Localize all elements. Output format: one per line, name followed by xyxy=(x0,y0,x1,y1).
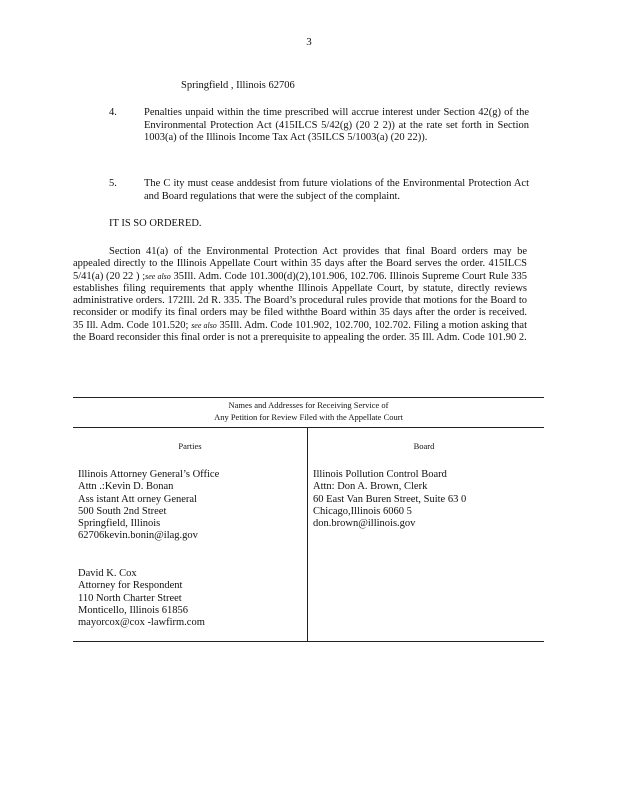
table-header-rule xyxy=(73,427,544,428)
party-block-respondent: David K. Cox Attorney for Respondent 110 North Charter Street Monticello, Illinois 61856 mayorcox@cox -lawfirm.com xyxy=(78,568,205,629)
see-also-2: see also xyxy=(191,320,217,330)
table-header-line-2: Any Petition for Review Filed with the Appellate Court xyxy=(214,411,403,422)
table-bottom-rule xyxy=(73,641,544,642)
item-number: 4. xyxy=(109,107,117,118)
paragraph-part-3: 35Ill. Adm. Code 101.902, 102.700, 102.702. Filing a motion asking that the Board reconsider this final order is not a prerequisite to appealing the order. 35 Ill. Adm. Code 101.90 2. xyxy=(73,319,528,344)
table-column-divider xyxy=(307,427,308,641)
board-heading: Board xyxy=(413,441,435,451)
so-ordered: IT IS SO ORDERED. xyxy=(109,218,202,229)
table-top-rule xyxy=(73,397,544,398)
item-text: Penalties unpaid within the time prescribed will accrue interest under Section 42(g) of the Environmental Protection Act (415ILCS 5/42(g) (20 2 2)) at the rate set forth in Section 1003(a) of the Illinois Income Tax Act (35ILCS 5/1003(a) (20 22)). xyxy=(144,107,529,143)
party-block-attorney-general: Illinois Attorney General’s Office Attn .:Kevin D. Bonan Ass istant Att orney General 500 South 2nd Street Springfield, Illinois 62706kevin.bonin@ilag.gov xyxy=(78,469,220,542)
table-header xyxy=(73,400,544,423)
table-header-line-1: Names and Addresses for Receiving Service of xyxy=(228,400,389,410)
see-also-1: see also xyxy=(145,271,171,281)
parties-heading: Parties xyxy=(178,441,202,451)
appeal-paragraph xyxy=(73,246,527,344)
board-block: Illinois Pollution Control Board Attn: Don A. Brown, Clerk 60 East Van Buren Street, Suite 63 0 Chicago,Illinois 6060 5 don.brown@illinois.gov xyxy=(313,469,467,530)
address-line: Springfield , Illinois 62706 xyxy=(181,80,295,91)
paragraph-part-2: 35Ill. Adm. Code 101.300(d)(2),101.906, 102.706. Illinois Supreme Court Rule 335 establishes filing requirements that apply whenthe Illinois Appellate Court, by statute, directly reviews administrative orders. 172Ill. 2d R. 335. The Board’s procedural rules provide that motions for the Board to reconsider or modify its final orders may be filed withthe Board within 35 days after the order is received. 35 Ill. Adm. Code 101.520; xyxy=(73,270,527,331)
item-text: The C ity must cease anddesist from future violations of the Environmental Protection Act and Board regulations that were the subject of the complaint. xyxy=(144,178,529,202)
item-number: 5. xyxy=(109,178,117,189)
page-number: 3 xyxy=(306,36,312,48)
paragraph-part-1: Section 41(a) of the Environmental Protection Act provides that final Board orders may be appealed directly to the Illinois Appellate Court within 35 days after the Board serves the order. 415ILCS 5/41(a) (20 22 ) ; xyxy=(73,246,527,282)
service-table xyxy=(73,397,544,642)
